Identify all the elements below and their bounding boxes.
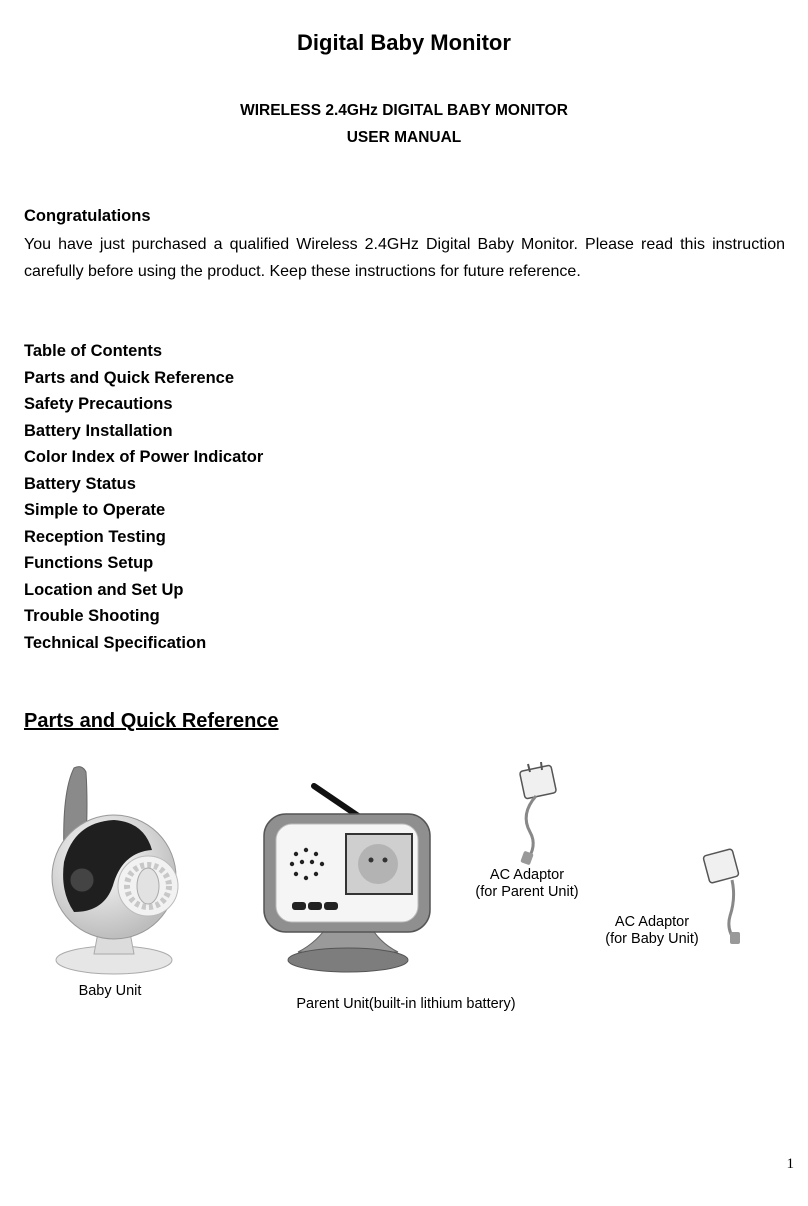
toc-heading: Table of Contents (24, 342, 163, 360)
ac-adaptor-baby-caption (592, 914, 712, 948)
ac-adaptor-parent-caption (462, 867, 592, 901)
ac-adaptor-parent-title: AC Adaptor (489, 867, 565, 883)
toc-item: Battery Status (24, 474, 136, 493)
intro-paragraph: You have just purchased a qualified Wireless 2.4GHz Digital Baby Monitor. Please read this instruction carefully before using the product. Keep these instructions for future reference. (24, 236, 785, 280)
document-title: Digital Baby Monitor (297, 30, 511, 55)
document-subtitle-manual: USER MANUAL (346, 129, 462, 146)
parent-unit-caption: Parent Unit(built-in lithium battery) (296, 996, 516, 1012)
ac-adaptor-baby-note: (for Baby Unit) (605, 931, 699, 947)
toc-item: Trouble Shooting (24, 607, 160, 625)
congratulations-heading: Congratulations (24, 207, 151, 225)
toc-item: Safety Precautions (24, 395, 173, 413)
ac-adaptor-baby-title: AC Adaptor (614, 914, 690, 930)
parts-section-heading: Parts and Quick Reference (24, 710, 279, 732)
page-number: 1 (786, 1156, 794, 1172)
toc-item: Technical Specification (24, 633, 207, 652)
ac-adaptor-parent-note: (for Parent Unit) (475, 884, 579, 900)
toc-item: Reception Testing (24, 527, 166, 546)
ac-adaptor-parent-image (508, 762, 568, 867)
toc-item: Simple to Operate (24, 501, 166, 519)
toc-item: Location and Set Up (24, 580, 184, 599)
toc-item: Parts and Quick Reference (24, 368, 235, 387)
table-of-contents (24, 338, 263, 656)
baby-unit-image (44, 762, 184, 977)
parent-unit-image (258, 782, 438, 977)
toc-item: Functions Setup (24, 554, 154, 572)
toc-item: Battery Installation (24, 421, 173, 440)
toc-item: Color Index of Power Indicator (24, 448, 264, 466)
baby-unit-caption: Baby Unit (78, 983, 142, 999)
document-subtitle: WIRELESS 2.4GHz DIGITAL BABY MONITOR (240, 102, 568, 119)
